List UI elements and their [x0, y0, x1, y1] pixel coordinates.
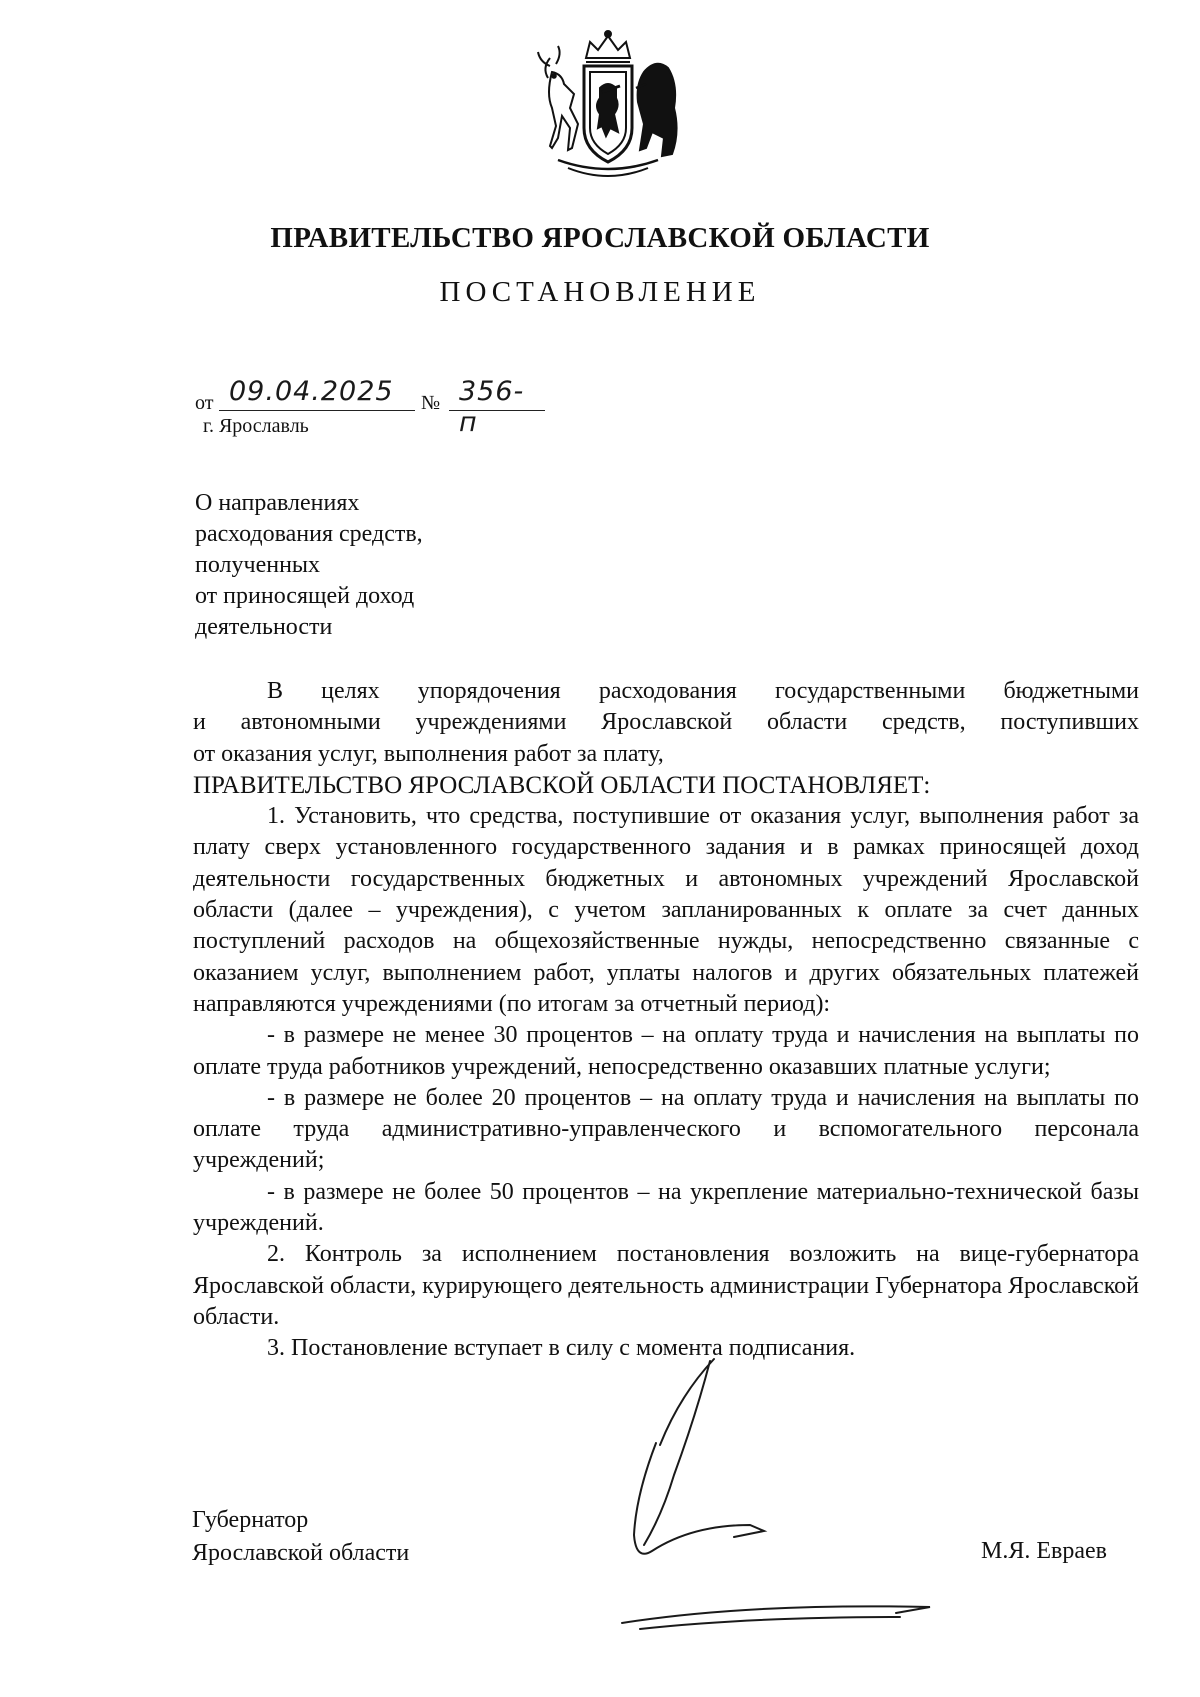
signatory-name: М.Я. Евраев [981, 1538, 1107, 1564]
number-value: 356-п [459, 376, 525, 438]
org-title: ПРАВИТЕЛЬСТВО ЯРОСЛАВСКОЙ ОБЛАСТИ [270, 222, 930, 254]
document-type: ПОСТАНОВЛЕНИЕ [439, 276, 761, 308]
intro-line: В целях упорядочения расходования государственными бюджетными [267, 678, 1139, 704]
subject-line: от приносящей доход [195, 583, 415, 609]
date-underline [219, 410, 415, 411]
position-line: Губернатор [192, 1507, 309, 1533]
position-line: Ярославской области [192, 1540, 410, 1566]
number-label: № [421, 392, 441, 414]
city: г. Ярославль [203, 415, 309, 437]
date-label: от [195, 392, 214, 414]
handwritten-signature [600, 1355, 960, 1655]
date-value: 09.04.2025 [229, 376, 394, 407]
paragraph-item-1: 1. Установить, что средства, поступившие от оказания услуг, выполнения работ за плату сверх установленного государственного задания и в рамках приносящей доход деятельности государственных бюджетных и автономных учреждений Ярославской области (далее – учреждения), с учетом запланированных к оплате за счет данных поступлений расходов на общехозяйственные нужды, непосредственно связанные с оказанием услуг, выполнением работ, уплаты налогов и других обязательных платежей направляются учреждениями (по итогам за отчетный период): [193, 803, 1139, 1017]
paragraph-item-2: 2. Контроль за исполнением постановления возложить на вице-губернатора Ярославской области, курирующего деятельность администрации Губернатора Ярославской области. [193, 1241, 1139, 1330]
signatory-position [192, 1504, 409, 1570]
number-underline [449, 410, 545, 411]
intro-line: от оказания услуг, выполнения работ за плату, [193, 740, 664, 767]
subject-line: деятельности [195, 614, 333, 640]
intro-line: и автономными учреждениями Ярославской области средств, поступивших [193, 709, 1139, 736]
subject-line: полученных [195, 552, 321, 578]
paragraph-item-3: 3. Постановление вступает в силу с момента подписания. [267, 1335, 856, 1362]
subject-line: О направлениях [195, 490, 360, 516]
document-subject [195, 488, 423, 643]
paragraph-item-1-c: - в размере не более 50 процентов – на укрепление материально-технической базы учреждений. [193, 1178, 1139, 1237]
subject-line: расходования средств, [195, 521, 423, 547]
paragraph-item-1-a: - в размере не менее 30 процентов – на оплату труда и начисления на выплаты по оплате труда работников учреждений, непосредственно оказавших платные услуги; [193, 1022, 1139, 1080]
paragraph-item-1-b: - в размере не более 20 процентов – на оплату труда и начисления на выплаты по оплате труда административно-управленческого и вспомогательного персонала учреждений; [193, 1084, 1139, 1174]
resolves-heading: ПРАВИТЕЛЬСТВО ЯРОСЛАВСКОЙ ОБЛАСТИ ПОСТАНОВЛЯЕТ: [193, 771, 931, 799]
yaroslavl-coat-of-arms-icon [528, 28, 688, 188]
document-body [193, 676, 1139, 1365]
